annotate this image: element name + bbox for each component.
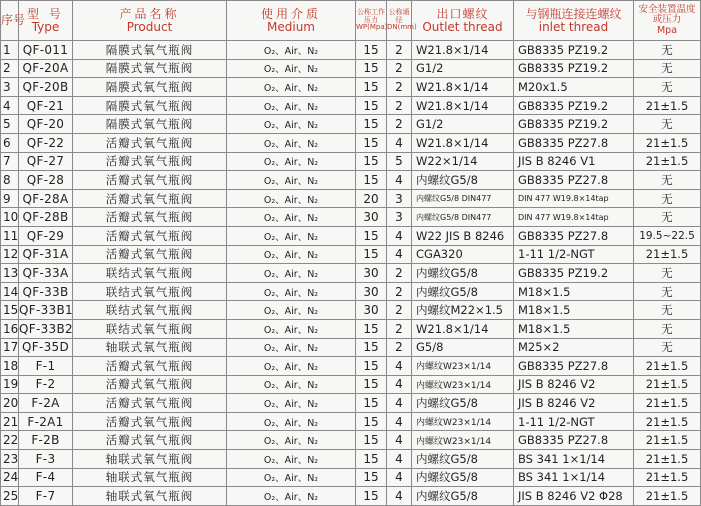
inlet-thread-cell: M25×2 (514, 338, 634, 357)
product-name-cell: 隔膜式氧气瓶阀 (73, 78, 227, 97)
model-type-cell: F-4 (19, 468, 73, 487)
safety-device-cell: 19.5~22.5 (634, 226, 701, 245)
table-row (1, 208, 701, 227)
inlet-thread-cell: GB8335 PZ27.8 (514, 431, 634, 450)
model-type-cell: QF-28A (19, 189, 73, 208)
row-number-cell: 4 (1, 96, 19, 115)
pressure-cell: 15 (356, 59, 387, 78)
outlet-thread-cell: 内螺纹G5/8 (412, 171, 514, 190)
medium-cell: O₂、Air、N₂ (227, 189, 356, 208)
pressure-cell: 15 (356, 468, 387, 487)
product-name-cell: 轴联式氧气瓶阀 (73, 338, 227, 357)
inlet-thread-cell: GB8335 PZ19.2 (514, 41, 634, 60)
inlet-thread-cell: BS 341 1×1/14 (514, 468, 634, 487)
product-name-cell: 活瓣式氧气瓶阀 (73, 133, 227, 152)
pressure-cell: 15 (356, 171, 387, 190)
model-type-cell: QF-011 (19, 41, 73, 60)
product-name-cell: 活瓣式氧气瓶阀 (73, 208, 227, 227)
pressure-cell: 15 (356, 431, 387, 450)
safety-device-cell: 21±1.5 (634, 152, 701, 171)
model-type-cell: QF-29 (19, 226, 73, 245)
row-number-cell: 16 (1, 319, 19, 338)
outlet-thread-cell: W21.8×1/14 (412, 133, 514, 152)
header-medium: 使用介质 Medium (227, 1, 356, 41)
product-name-cell: 活瓣式氧气瓶阀 (73, 412, 227, 431)
table-row (1, 394, 701, 413)
pressure-cell: 15 (356, 412, 387, 431)
medium-cell: O₂、Air、N₂ (227, 412, 356, 431)
nominal-diameter-cell: 4 (387, 450, 412, 469)
model-type-cell: QF-33B (19, 282, 73, 301)
nominal-diameter-cell: 2 (387, 319, 412, 338)
model-type-cell: QF-33A (19, 264, 73, 283)
inlet-thread-cell: M18×1.5 (514, 301, 634, 320)
outlet-thread-cell: 内螺纹G5/8 (412, 394, 514, 413)
model-type-cell: QF-22 (19, 133, 73, 152)
product-name-cell: 活瓣式氧气瓶阀 (73, 357, 227, 376)
header-type: 型 号 Type (19, 1, 73, 41)
product-name-cell: 活瓣式氧气瓶阀 (73, 431, 227, 450)
outlet-thread-cell: W21.8×1/14 (412, 319, 514, 338)
model-type-cell: F-2 (19, 375, 73, 394)
inlet-thread-cell: GB8335 PZ27.8 (514, 357, 634, 376)
row-number-cell: 8 (1, 171, 19, 190)
inlet-thread-cell: GB8335 PZ27.8 (514, 133, 634, 152)
outlet-thread-cell: W21.8×1/14 (412, 78, 514, 97)
model-type-cell: QF-28B (19, 208, 73, 227)
pressure-cell: 15 (356, 96, 387, 115)
row-number-cell: 10 (1, 208, 19, 227)
outlet-thread-cell: W22×1/14 (412, 152, 514, 171)
header-product: 产品名称 Product (73, 1, 227, 41)
inlet-thread-cell: JIS B 8246 V2 (514, 394, 634, 413)
outlet-thread-cell: 内螺纹W23×1/14 (412, 357, 514, 376)
row-number-cell: 18 (1, 357, 19, 376)
outlet-thread-cell: 内螺纹G5/8 (412, 264, 514, 283)
product-name-cell: 活瓣式氧气瓶阀 (73, 189, 227, 208)
header-outlet: 出口螺纹 Outlet thread (412, 1, 514, 41)
row-number-cell: 2 (1, 59, 19, 78)
table-row (1, 115, 701, 134)
row-number-cell: 23 (1, 450, 19, 469)
pressure-cell: 30 (356, 301, 387, 320)
table-row (1, 245, 701, 264)
inlet-thread-cell: M20x1.5 (514, 78, 634, 97)
product-name-cell: 活瓣式氧气瓶阀 (73, 152, 227, 171)
outlet-thread-cell: 内螺纹G5/8 (412, 487, 514, 506)
table-row (1, 282, 701, 301)
medium-cell: O₂、Air、N₂ (227, 338, 356, 357)
table-row (1, 468, 701, 487)
row-number-cell: 20 (1, 394, 19, 413)
nominal-diameter-cell: 2 (387, 338, 412, 357)
safety-device-cell: 21±1.5 (634, 357, 701, 376)
nominal-diameter-cell: 4 (387, 171, 412, 190)
pressure-cell: 15 (356, 78, 387, 97)
pressure-cell: 15 (356, 115, 387, 134)
safety-device-cell: 21±1.5 (634, 431, 701, 450)
medium-cell: O₂、Air、N₂ (227, 208, 356, 227)
medium-cell: O₂、Air、N₂ (227, 245, 356, 264)
inlet-thread-cell: M18×1.5 (514, 282, 634, 301)
inlet-thread-cell: GB8335 PZ27.8 (514, 226, 634, 245)
medium-cell: O₂、Air、N₂ (227, 78, 356, 97)
safety-device-cell: 21±1.5 (634, 468, 701, 487)
header-inlet: 与钢瓶连接连螺纹 inlet thread (514, 1, 634, 41)
outlet-thread-cell: 内螺纹G5/8 DIN477 (412, 208, 514, 227)
inlet-thread-cell: JIS B 8246 V2 Φ28 (514, 487, 634, 506)
medium-cell: O₂、Air、N₂ (227, 171, 356, 190)
product-name-cell: 活瓣式氧气瓶阀 (73, 375, 227, 394)
table-row (1, 264, 701, 283)
model-type-cell: QF-21 (19, 96, 73, 115)
product-name-cell: 联结式氧气瓶阀 (73, 282, 227, 301)
product-name-cell: 联结式氧气瓶阀 (73, 319, 227, 338)
table-row (1, 487, 701, 506)
nominal-diameter-cell: 4 (387, 468, 412, 487)
medium-cell: O₂、Air、N₂ (227, 487, 356, 506)
medium-cell: O₂、Air、N₂ (227, 431, 356, 450)
nominal-diameter-cell: 4 (387, 431, 412, 450)
pressure-cell: 30 (356, 282, 387, 301)
inlet-thread-cell: 1-11 1/2-NGT (514, 412, 634, 431)
table-row (1, 189, 701, 208)
table-row (1, 133, 701, 152)
nominal-diameter-cell: 4 (387, 357, 412, 376)
table-row (1, 59, 701, 78)
model-type-cell: QF-28 (19, 171, 73, 190)
nominal-diameter-cell: 4 (387, 245, 412, 264)
safety-device-cell: 21±1.5 (634, 487, 701, 506)
pressure-cell: 15 (356, 133, 387, 152)
table-row (1, 338, 701, 357)
inlet-thread-cell: M18×1.5 (514, 319, 634, 338)
safety-device-cell: 无 (634, 319, 701, 338)
safety-device-cell: 无 (634, 171, 701, 190)
medium-cell: O₂、Air、N₂ (227, 226, 356, 245)
medium-cell: O₂、Air、N₂ (227, 59, 356, 78)
row-number-cell: 21 (1, 412, 19, 431)
nominal-diameter-cell: 2 (387, 96, 412, 115)
nominal-diameter-cell: 3 (387, 208, 412, 227)
nominal-diameter-cell: 2 (387, 301, 412, 320)
outlet-thread-cell: G1/2 (412, 59, 514, 78)
medium-cell: O₂、Air、N₂ (227, 468, 356, 487)
medium-cell: O₂、Air、N₂ (227, 115, 356, 134)
outlet-thread-cell: 内螺纹G5/8 DIN477 (412, 189, 514, 208)
row-number-cell: 25 (1, 487, 19, 506)
inlet-thread-cell: JIS B 8246 V2 (514, 375, 634, 394)
outlet-thread-cell: 内螺纹W23×1/14 (412, 412, 514, 431)
medium-cell: O₂、Air、N₂ (227, 152, 356, 171)
table-row (1, 375, 701, 394)
header-safety: 安全装置温度或压力 Mpa (634, 1, 701, 41)
model-type-cell: QF-20 (19, 115, 73, 134)
product-name-cell: 隔膜式氧气瓶阀 (73, 59, 227, 78)
table-row (1, 431, 701, 450)
model-type-cell: F-2A (19, 394, 73, 413)
table-row (1, 78, 701, 97)
model-type-cell: F-2B (19, 431, 73, 450)
nominal-diameter-cell: 4 (387, 412, 412, 431)
row-number-cell: 15 (1, 301, 19, 320)
table-row (1, 152, 701, 171)
medium-cell: O₂、Air、N₂ (227, 96, 356, 115)
model-type-cell: QF-20B (19, 78, 73, 97)
model-type-cell: QF-27 (19, 152, 73, 171)
product-name-cell: 轴联式氧气瓶阀 (73, 450, 227, 469)
row-number-cell: 11 (1, 226, 19, 245)
product-name-cell: 隔膜式氧气瓶阀 (73, 96, 227, 115)
inlet-thread-cell: GB8335 PZ19.2 (514, 96, 634, 115)
product-name-cell: 活瓣式氧气瓶阀 (73, 394, 227, 413)
row-number-cell: 9 (1, 189, 19, 208)
row-number-cell: 1 (1, 41, 19, 60)
medium-cell: O₂、Air、N₂ (227, 133, 356, 152)
inlet-thread-cell: GB8335 PZ27.8 (514, 171, 634, 190)
product-name-cell: 隔膜式氧气瓶阀 (73, 41, 227, 60)
safety-device-cell: 21±1.5 (634, 375, 701, 394)
safety-device-cell: 无 (634, 59, 701, 78)
safety-device-cell: 21±1.5 (634, 394, 701, 413)
table-row (1, 450, 701, 469)
product-name-cell: 轴联式氧气瓶阀 (73, 487, 227, 506)
safety-device-cell: 21±1.5 (634, 96, 701, 115)
safety-device-cell: 无 (634, 189, 701, 208)
row-number-cell: 3 (1, 78, 19, 97)
pressure-cell: 15 (356, 357, 387, 376)
medium-cell: O₂、Air、N₂ (227, 41, 356, 60)
nominal-diameter-cell: 4 (387, 487, 412, 506)
safety-device-cell: 无 (634, 301, 701, 320)
model-type-cell: QF-33B1 (19, 301, 73, 320)
outlet-thread-cell: CGA320 (412, 245, 514, 264)
inlet-thread-cell: DIN 477 W19.8×14tap (514, 189, 634, 208)
outlet-thread-cell: G5/8 (412, 338, 514, 357)
product-name-cell: 隔膜式氧气瓶阀 (73, 115, 227, 134)
inlet-thread-cell: GB8335 PZ19.2 (514, 264, 634, 283)
model-type-cell: QF-35D (19, 338, 73, 357)
row-number-cell: 24 (1, 468, 19, 487)
pressure-cell: 15 (356, 450, 387, 469)
pressure-cell: 15 (356, 375, 387, 394)
medium-cell: O₂、Air、N₂ (227, 282, 356, 301)
product-name-cell: 轴联式氧气瓶阀 (73, 468, 227, 487)
row-number-cell: 22 (1, 431, 19, 450)
pressure-cell: 30 (356, 208, 387, 227)
model-type-cell: F-3 (19, 450, 73, 469)
header-no: 序号 (1, 1, 19, 41)
nominal-diameter-cell: 4 (387, 394, 412, 413)
product-name-cell: 联结式氧气瓶阀 (73, 301, 227, 320)
pressure-cell: 15 (356, 394, 387, 413)
model-type-cell: QF-20A (19, 59, 73, 78)
pressure-cell: 30 (356, 264, 387, 283)
pressure-cell: 15 (356, 245, 387, 264)
row-number-cell: 19 (1, 375, 19, 394)
table-row (1, 226, 701, 245)
row-number-cell: 14 (1, 282, 19, 301)
outlet-thread-cell: 内螺纹M22×1.5 (412, 301, 514, 320)
pressure-cell: 15 (356, 226, 387, 245)
safety-device-cell: 无 (634, 41, 701, 60)
outlet-thread-cell: W21.8×1/14 (412, 96, 514, 115)
table-row (1, 171, 701, 190)
header-dn: 公称通径 DN(mm) (387, 1, 412, 41)
table-row (1, 301, 701, 320)
nominal-diameter-cell: 5 (387, 152, 412, 171)
model-type-cell: F-2A1 (19, 412, 73, 431)
safety-device-cell: 无 (634, 115, 701, 134)
pressure-cell: 15 (356, 152, 387, 171)
row-number-cell: 13 (1, 264, 19, 283)
nominal-diameter-cell: 2 (387, 59, 412, 78)
product-name-cell: 活瓣式氧气瓶阀 (73, 171, 227, 190)
safety-device-cell: 21±1.5 (634, 133, 701, 152)
outlet-thread-cell: 内螺纹W23×1/14 (412, 375, 514, 394)
outlet-thread-cell: 内螺纹G5/8 (412, 450, 514, 469)
outlet-thread-cell: 内螺纹G5/8 (412, 282, 514, 301)
safety-device-cell: 无 (634, 78, 701, 97)
inlet-thread-cell: 1-11 1/2-NGT (514, 245, 634, 264)
medium-cell: O₂、Air、N₂ (227, 264, 356, 283)
safety-device-cell: 无 (634, 208, 701, 227)
row-number-cell: 5 (1, 115, 19, 134)
table-row (1, 412, 701, 431)
medium-cell: O₂、Air、N₂ (227, 450, 356, 469)
model-type-cell: QF-33B2 (19, 319, 73, 338)
table-row (1, 357, 701, 376)
medium-cell: O₂、Air、N₂ (227, 394, 356, 413)
medium-cell: O₂、Air、N₂ (227, 301, 356, 320)
table-row (1, 96, 701, 115)
pressure-cell: 15 (356, 319, 387, 338)
pressure-cell: 15 (356, 41, 387, 60)
medium-cell: O₂、Air、N₂ (227, 357, 356, 376)
nominal-diameter-cell: 4 (387, 226, 412, 245)
table-body (1, 41, 701, 506)
table-row (1, 41, 701, 60)
medium-cell: O₂、Air、N₂ (227, 375, 356, 394)
pressure-cell: 15 (356, 487, 387, 506)
safety-device-cell: 21±1.5 (634, 412, 701, 431)
nominal-diameter-cell: 2 (387, 41, 412, 60)
outlet-thread-cell: 内螺纹W23×1/14 (412, 431, 514, 450)
product-name-cell: 联结式氧气瓶阀 (73, 264, 227, 283)
medium-cell: O₂、Air、N₂ (227, 319, 356, 338)
product-name-cell: 活瓣式氧气瓶阀 (73, 245, 227, 264)
nominal-diameter-cell: 2 (387, 282, 412, 301)
row-number-cell: 12 (1, 245, 19, 264)
model-type-cell: QF-31A (19, 245, 73, 264)
header-pressure: 公称工作压力 WP(Mpa) (356, 1, 387, 41)
outlet-thread-cell: W22 JIS B 8246 (412, 226, 514, 245)
model-type-cell: F-7 (19, 487, 73, 506)
inlet-thread-cell: GB8335 PZ19.2 (514, 115, 634, 134)
nominal-diameter-cell: 2 (387, 264, 412, 283)
outlet-thread-cell: G1/2 (412, 115, 514, 134)
row-number-cell: 17 (1, 338, 19, 357)
inlet-thread-cell: JIS B 8246 V1 (514, 152, 634, 171)
nominal-diameter-cell: 3 (387, 189, 412, 208)
inlet-thread-cell: DIN 477 W19.8×14tap (514, 208, 634, 227)
nominal-diameter-cell: 4 (387, 375, 412, 394)
inlet-thread-cell: GB8335 PZ19.2 (514, 59, 634, 78)
row-number-cell: 7 (1, 152, 19, 171)
safety-device-cell: 21±1.5 (634, 245, 701, 264)
safety-device-cell: 21±1.5 (634, 450, 701, 469)
table-row (1, 319, 701, 338)
nominal-diameter-cell: 2 (387, 115, 412, 134)
table-header (1, 1, 701, 41)
pressure-cell: 20 (356, 189, 387, 208)
row-number-cell: 6 (1, 133, 19, 152)
model-type-cell: F-1 (19, 357, 73, 376)
product-name-cell: 活瓣式氧气瓶阀 (73, 226, 227, 245)
nominal-diameter-cell: 4 (387, 133, 412, 152)
safety-device-cell: 无 (634, 264, 701, 283)
pressure-cell: 15 (356, 338, 387, 357)
outlet-thread-cell: 内螺纹G5/8 (412, 468, 514, 487)
inlet-thread-cell: BS 341 1×1/14 (514, 450, 634, 469)
safety-device-cell: 无 (634, 282, 701, 301)
nominal-diameter-cell: 2 (387, 78, 412, 97)
outlet-thread-cell: W21.8×1/14 (412, 41, 514, 60)
safety-device-cell: 无 (634, 338, 701, 357)
